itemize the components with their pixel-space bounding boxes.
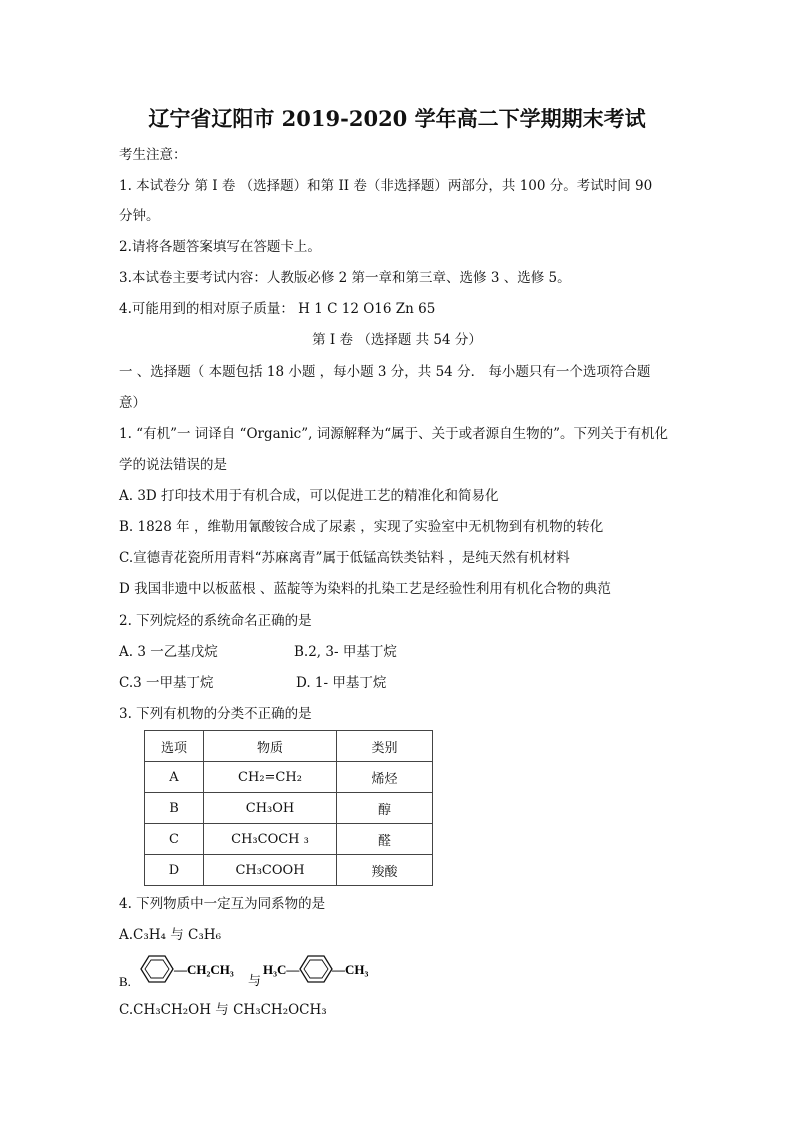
methyl-group-left-label: H₃C—	[263, 962, 300, 977]
q1-option-d: D 我国非遗中以板蓝根 、蓝靛等为染料的扎染工艺是经验性利用有机化合物的典范	[119, 581, 611, 597]
q2-option-d: D. 1- 甲基丁烷	[296, 675, 387, 691]
table-header-row	[145, 731, 433, 762]
notice-line-2: 2.请将各题答案填写在答题卡上。	[119, 239, 321, 255]
q4-option-b-label: B.	[119, 974, 131, 989]
section-heading: 第 I 卷 （选择题 共 54 分）	[312, 332, 482, 348]
table-header: 物质	[204, 731, 337, 762]
table-cell-category: 醛	[337, 824, 433, 855]
table-cell-option: C	[145, 824, 204, 855]
notice-heading: 考生注意：	[119, 147, 187, 163]
section-intro-cont: 意）	[119, 395, 146, 411]
table-cell-option: B	[145, 793, 204, 824]
notice-line-3: 3.本试卷主要考试内容：人教版必修 2 第一章和第三章、选修 3 、选修 5。	[119, 270, 571, 286]
table-row	[145, 824, 433, 855]
benzene-inner-ring-icon	[145, 960, 169, 978]
section-intro: 一 、选择题（ 本题包括 18 小题 ，每小题 3 分，共 54 分． 每小题只有一个选项符合题	[119, 364, 651, 380]
notice-line-4: 4.可能用到的相对原子质量： H 1 C 12 O16 Zn 65	[119, 301, 436, 317]
table-header: 类别	[337, 731, 433, 762]
ethyl-group-label: —CH₂CH₃	[174, 962, 234, 977]
q4-option-b-structures	[119, 950, 409, 992]
page-title: 辽宁省辽阳市 2019-2020 学年高二下学期期末考试	[148, 106, 646, 131]
table-row	[145, 793, 433, 824]
notice-line-1-cont: 分钟。	[119, 208, 160, 224]
q2-stem: 2. 下列烷烃的系统命名正确的是	[119, 613, 312, 629]
q1-option-b: B. 1828 年 ，维勒用氰酸铵合成了尿素 ，实现了实验室中无机物到有机物的转化	[119, 519, 604, 535]
table-cell-substance: CH₂=CH₂	[204, 762, 337, 793]
table-cell-option: A	[145, 762, 204, 793]
q4-stem: 4. 下列物质中一定互为同系物的是	[119, 896, 326, 912]
table-row	[145, 855, 433, 886]
table-cell-option: D	[145, 855, 204, 886]
q4-option-c: C.CH₃CH₂OH 与 CH₃CH₂OCH₃	[119, 1002, 327, 1018]
table-cell-substance: CH₃COCH ₃	[204, 824, 337, 855]
q4-option-a: A.C₃H₄ 与 C₃H₆	[119, 927, 221, 943]
classification-table	[144, 730, 433, 886]
table-row	[145, 762, 433, 793]
q1-option-a: A. 3D 打印技术用于有机合成，可以促进工艺的精准化和简易化	[119, 488, 499, 504]
table-cell-category: 醇	[337, 793, 433, 824]
notice-line-1: 1. 本试卷分 第 I 卷 （选择题）和第 II 卷（非选择题）两部分，共 100 分。考试时间 90	[119, 178, 653, 194]
table-header: 选项	[145, 731, 204, 762]
q2-option-c: C.3 一甲基丁烷	[119, 675, 214, 691]
q4-option-b-and: 与	[248, 973, 262, 988]
methyl-group-right-label: —CH₃	[332, 962, 369, 977]
table-cell-category: 羧酸	[337, 855, 433, 886]
q1-option-c: C.宣德青花瓷所用青料“苏麻离青”属于低锰高铁类钴料 ，是纯天然有机材料	[119, 550, 570, 566]
benzene-inner-ring-icon	[304, 960, 328, 978]
q1-stem-cont: 学的说法错误的是	[119, 457, 227, 473]
q2-option-b: B.2, 3- 甲基丁烷	[294, 644, 397, 660]
q1-stem: 1. “有机”一 词译自 “Organic”, 词源解释为“属于、关于或者源自生物的”。下列关于有机化	[119, 426, 669, 442]
table-cell-substance: CH₃OH	[204, 793, 337, 824]
table-cell-substance: CH₃COOH	[204, 855, 337, 886]
q2-option-a: A. 3 一乙基戊烷	[119, 644, 218, 660]
q3-stem: 3. 下列有机物的分类不正确的是	[119, 706, 312, 722]
table-cell-category: 烯烃	[337, 762, 433, 793]
